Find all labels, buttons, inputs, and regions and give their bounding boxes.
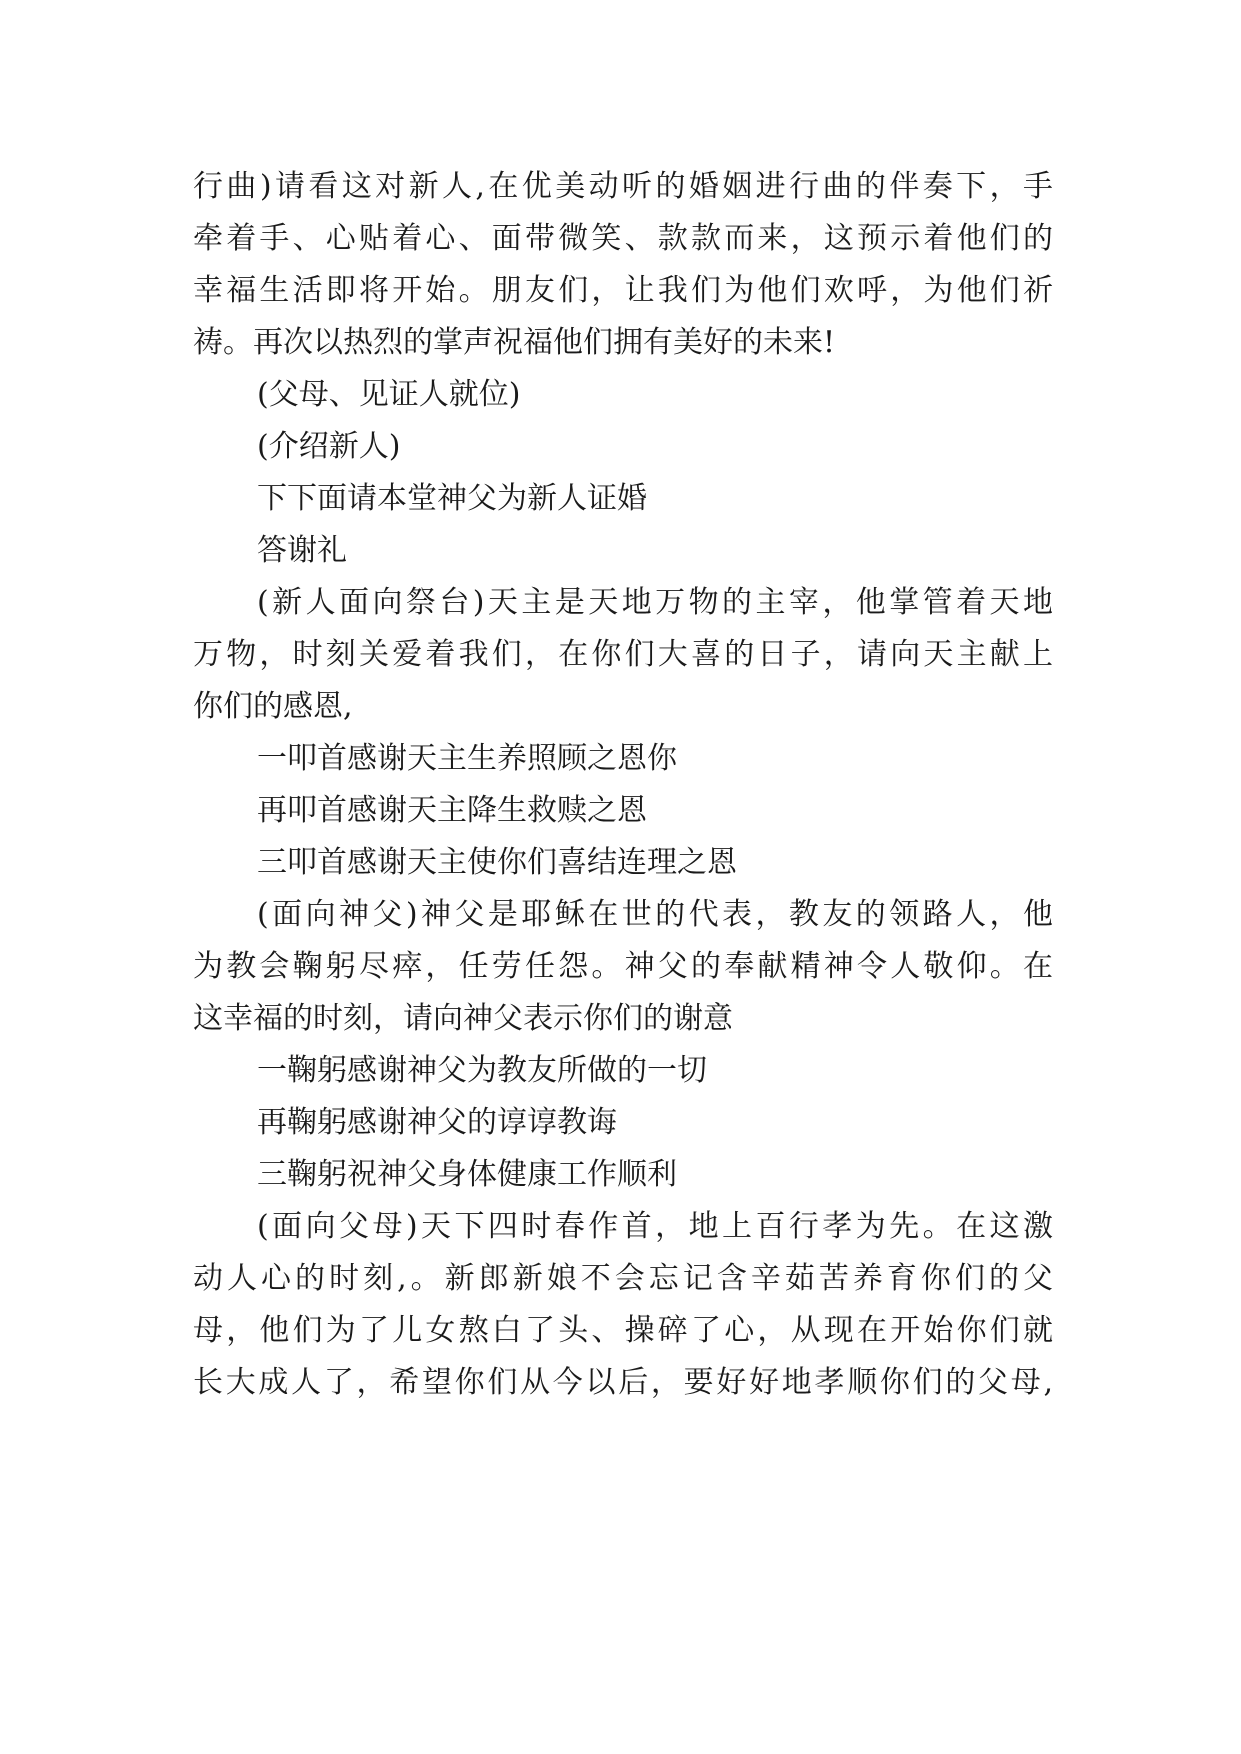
text-line: 牵着手、心贴着心、面带微笑、款款而来，这预示着他们的 — [193, 221, 1053, 256]
text-line: (新人面向祭台)天主是天地万物的主宰，他掌管着天地 — [257, 585, 1053, 620]
text-line: 母，他们为了儿女熬白了头、操碎了心，从现在开始你们就 — [193, 1313, 1053, 1348]
text-line: 再鞠躬感谢神父的谆谆教诲 — [257, 1105, 617, 1140]
text-line: 万物，时刻关爱着我们，在你们大喜的日子，请向天主献上 — [193, 637, 1053, 672]
text-line: 这幸福的时刻，请向神父表示你们的谢意 — [193, 1001, 733, 1036]
text-line: 再叩首感谢天主降生救赎之恩 — [257, 793, 647, 828]
text-line: (面向神父)神父是耶稣在世的代表，教友的领路人，他 — [257, 897, 1053, 932]
text-line: 三鞠躬祝神父身体健康工作顺利 — [257, 1157, 677, 1192]
text-line: 一叩首感谢天主生养照顾之恩你 — [257, 741, 677, 776]
text-line: 下下面请本堂神父为新人证婚 — [257, 481, 647, 516]
text-line: 三叩首感谢天主使你们喜结连理之恩 — [257, 845, 737, 880]
text-line: (父母、见证人就位) — [257, 377, 521, 412]
text-line: 答谢礼 — [257, 533, 347, 568]
text-line: 祷。再次以热烈的掌声祝福他们拥有美好的未来! — [193, 325, 836, 360]
text-line: (介绍新人) — [257, 429, 401, 464]
text-line: 动人心的时刻,。新郎新娘不会忘记含辛茹苦养育你们的父 — [193, 1261, 1053, 1296]
text-line: 长大成人了，希望你们从今以后，要好好地孝顺你们的父母, — [193, 1365, 1053, 1400]
text-line: 一鞠躬感谢神父为教友所做的一切 — [257, 1053, 707, 1088]
text-line: 幸福生活即将开始。朋友们，让我们为他们欢呼，为他们祈 — [193, 273, 1053, 308]
text-line: 为教会鞠躬尽瘁，任劳任怨。神父的奉献精神令人敬仰。在 — [193, 949, 1053, 984]
text-line: 你们的感恩, — [193, 689, 353, 724]
text-line: (面向父母)天下四时春作首，地上百行孝为先。在这激 — [257, 1209, 1053, 1244]
text-line: 行曲)请看这对新人,在优美动听的婚姻进行曲的伴奏下，手 — [193, 169, 1053, 204]
